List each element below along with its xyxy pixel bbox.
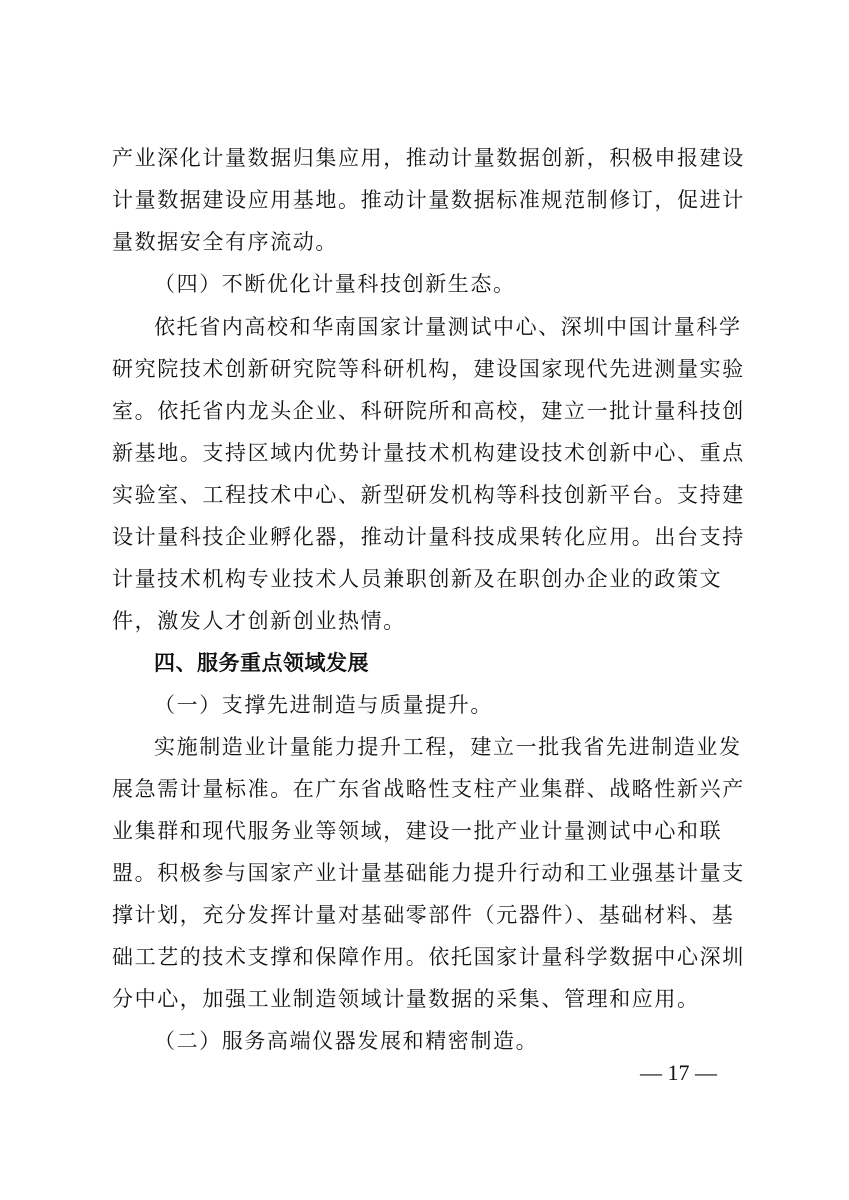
body-text-line: 分中心，加强工业制造领域计量数据的采集、管理和应用。: [112, 987, 700, 1011]
body-text-line: 业集群和现代服务业等领域，建设一批产业计量测试中心和联: [112, 819, 723, 843]
body-text-line: 计量技术机构专业技术人员兼职创新及在职创办企业的政策文: [112, 567, 723, 591]
body-text-line: 展急需计量标准。在广东省战略性支柱产业集群、战略性新兴产: [112, 777, 745, 801]
body-text-line: 室。依托省内龙头企业、科研院所和高校，建立一批计量科技创: [112, 399, 745, 423]
page-number: — 17 —: [640, 1060, 717, 1085]
body-text-line: 依托省内高校和华南国家计量测试中心、深圳中国计量科学: [154, 315, 742, 339]
body-text-line: 盟。积极参与国家产业计量基础能力提升行动和工业强基计量支: [112, 861, 745, 885]
section-heading: 四、服务重点领域发展: [154, 651, 369, 675]
body-text-line: 研究院技术创新研究院等科研机构，建设国家现代先进测量实验: [112, 357, 745, 381]
body-text-line: 撑计划，充分发挥计量对基础零部件（元器件）、基础材料、基: [112, 903, 735, 927]
body-text-line: 量数据安全有序流动。: [112, 230, 338, 254]
section-subheading: （二）服务高端仪器发展和精密制造。: [154, 1029, 539, 1053]
body-text-line: 设计量科技企业孵化器，推动计量科技成果转化应用。出台支持: [112, 525, 745, 549]
section-subheading: （四）不断优化计量科技创新生态。: [154, 272, 516, 296]
body-text-line: 产业深化计量数据归集应用，推动计量数据创新，积极申报建设: [112, 146, 745, 170]
body-text-line: 础工艺的技术支撑和保障作用。依托国家计量科学数据中心深圳: [112, 945, 745, 969]
body-text-line: 计量数据建设应用基地。推动计量数据标准规范制修订，促进计: [112, 188, 745, 212]
body-text-line: 实验室、工程技术中心、新型研发机构等科技创新平台。支持建: [112, 483, 745, 507]
body-text-line: 新基地。支持区域内优势计量技术机构建设技术创新中心、重点: [112, 441, 745, 465]
body-text-line: 件，激发人才创新创业热情。: [112, 609, 406, 633]
body-text-line: 实施制造业计量能力提升工程，建立一批我省先进制造业发: [154, 735, 742, 759]
section-subheading: （一）支撑先进制造与质量提升。: [154, 693, 493, 717]
